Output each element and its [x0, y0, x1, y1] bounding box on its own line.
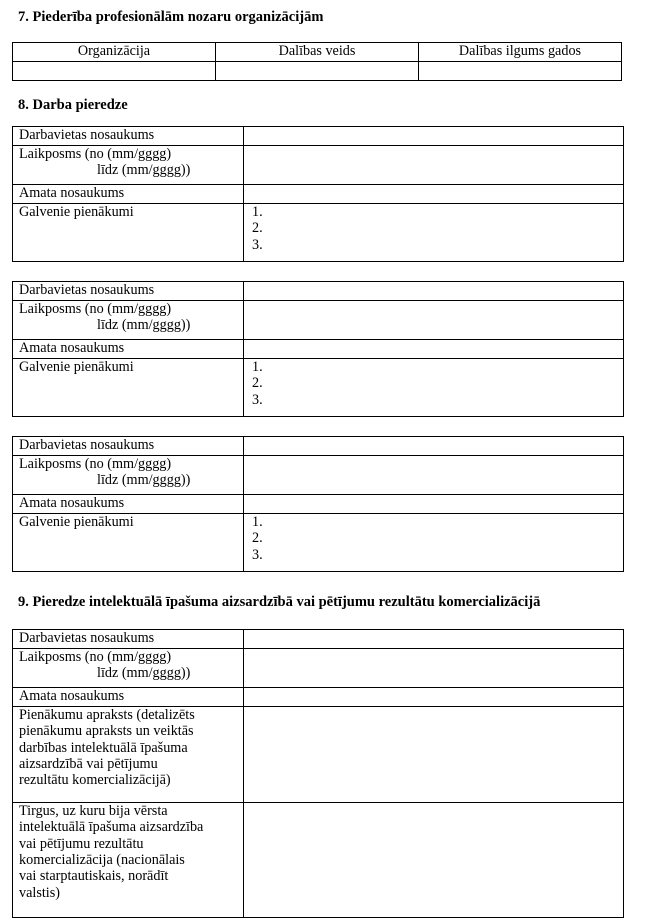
duty-number: 1.	[252, 514, 263, 530]
period-to-label: līdz (mm/gggg))	[97, 665, 191, 682]
period-to-label: līdz (mm/gggg))	[97, 472, 191, 489]
duties-label: Galvenie pienākumi	[13, 359, 244, 417]
period-from-label: Laikposms (no (mm/gggg)	[19, 456, 172, 472]
employer-field[interactable]	[244, 127, 624, 146]
employer-field[interactable]	[244, 630, 624, 649]
column-membership-type: Dalības veids	[216, 43, 419, 62]
duty-number: 3.	[252, 391, 263, 408]
duties-field[interactable]	[244, 514, 624, 572]
duty-number: 3.	[252, 236, 263, 253]
position-field[interactable]	[244, 185, 624, 204]
section-9-heading: 9. Pieredze intelektuālā īpašuma aizsardzībā vai pētījumu rezultātu komercializācijā	[18, 594, 541, 610]
position-label: Amata nosaukums	[13, 185, 244, 204]
column-organization: Organizācija	[13, 43, 216, 62]
period-to-label: līdz (mm/gggg))	[97, 317, 191, 334]
market-line: Tirgus, uz kuru bija vērsta	[19, 803, 168, 819]
market-line: komercializācija (nacionālais	[19, 851, 185, 868]
period-to-label: līdz (mm/gggg))	[97, 162, 191, 179]
description-line: darbības intelektuālā īpašuma	[19, 739, 188, 756]
position-label: Amata nosaukums	[13, 688, 244, 707]
duties-label: Galvenie pienākumi	[13, 204, 244, 262]
description-line: aizsardzībā vai pētījumu	[19, 755, 158, 772]
duty-number: 2.	[252, 530, 263, 547]
employer-field[interactable]	[244, 282, 624, 301]
section-8-heading: 8. Darba pieredze	[18, 97, 128, 113]
description-line: rezultātu komercializācijā)	[19, 772, 171, 789]
target-market-field[interactable]	[244, 803, 624, 918]
column-membership-years: Dalības ilgums gados	[419, 43, 622, 62]
position-field[interactable]	[244, 688, 624, 707]
duties-label: Galvenie pienākumi	[13, 514, 244, 572]
membership-table	[12, 42, 622, 81]
membership-type-cell[interactable]	[216, 62, 419, 81]
employer-label: Darbavietas nosaukums	[13, 127, 244, 146]
period-from-label: Laikposms (no (mm/gggg)	[19, 649, 172, 665]
work-experience-table-1	[12, 126, 624, 262]
description-line: Pienākumu apraksts (detalizēts	[19, 707, 195, 723]
duties-field[interactable]	[244, 359, 624, 417]
employer-field[interactable]	[244, 437, 624, 456]
section-7-heading: 7. Piederība profesionālām nozaru organizācijām	[18, 9, 324, 25]
period-from-label: Laikposms (no (mm/gggg)	[19, 301, 172, 317]
organization-cell[interactable]	[13, 62, 216, 81]
employer-label: Darbavietas nosaukums	[13, 437, 244, 456]
period-field[interactable]	[244, 456, 624, 495]
description-line: pienākumu apraksts un veiktās	[19, 723, 194, 740]
market-line: vai pētījumu rezultātu	[19, 835, 144, 852]
duties-field[interactable]	[244, 204, 624, 262]
duty-number: 2.	[252, 220, 263, 237]
duty-number: 1.	[252, 359, 263, 375]
membership-years-cell[interactable]	[419, 62, 622, 81]
market-line: intelektuālā īpašuma aizsardzība	[19, 819, 204, 836]
duty-number: 3.	[252, 546, 263, 563]
duty-number: 1.	[252, 204, 263, 220]
duties-description-label	[13, 707, 244, 803]
period-field[interactable]	[244, 146, 624, 185]
duties-description-field[interactable]	[244, 707, 624, 803]
ip-experience-table	[12, 629, 624, 918]
employer-label: Darbavietas nosaukums	[13, 630, 244, 649]
market-line: vai starptautiskais, norādīt	[19, 868, 169, 885]
period-field[interactable]	[244, 649, 624, 688]
period-field[interactable]	[244, 301, 624, 340]
position-field[interactable]	[244, 340, 624, 359]
period-label	[13, 146, 244, 185]
target-market-label	[13, 803, 244, 918]
period-from-label: Laikposms (no (mm/gggg)	[19, 146, 172, 162]
period-label	[13, 301, 244, 340]
work-experience-table-2	[12, 281, 624, 417]
period-label	[13, 649, 244, 688]
employer-label: Darbavietas nosaukums	[13, 282, 244, 301]
duty-number: 2.	[252, 375, 263, 392]
position-label: Amata nosaukums	[13, 495, 244, 514]
position-field[interactable]	[244, 495, 624, 514]
period-label	[13, 456, 244, 495]
market-line: valstis)	[19, 884, 60, 901]
position-label: Amata nosaukums	[13, 340, 244, 359]
work-experience-table-3	[12, 436, 624, 572]
